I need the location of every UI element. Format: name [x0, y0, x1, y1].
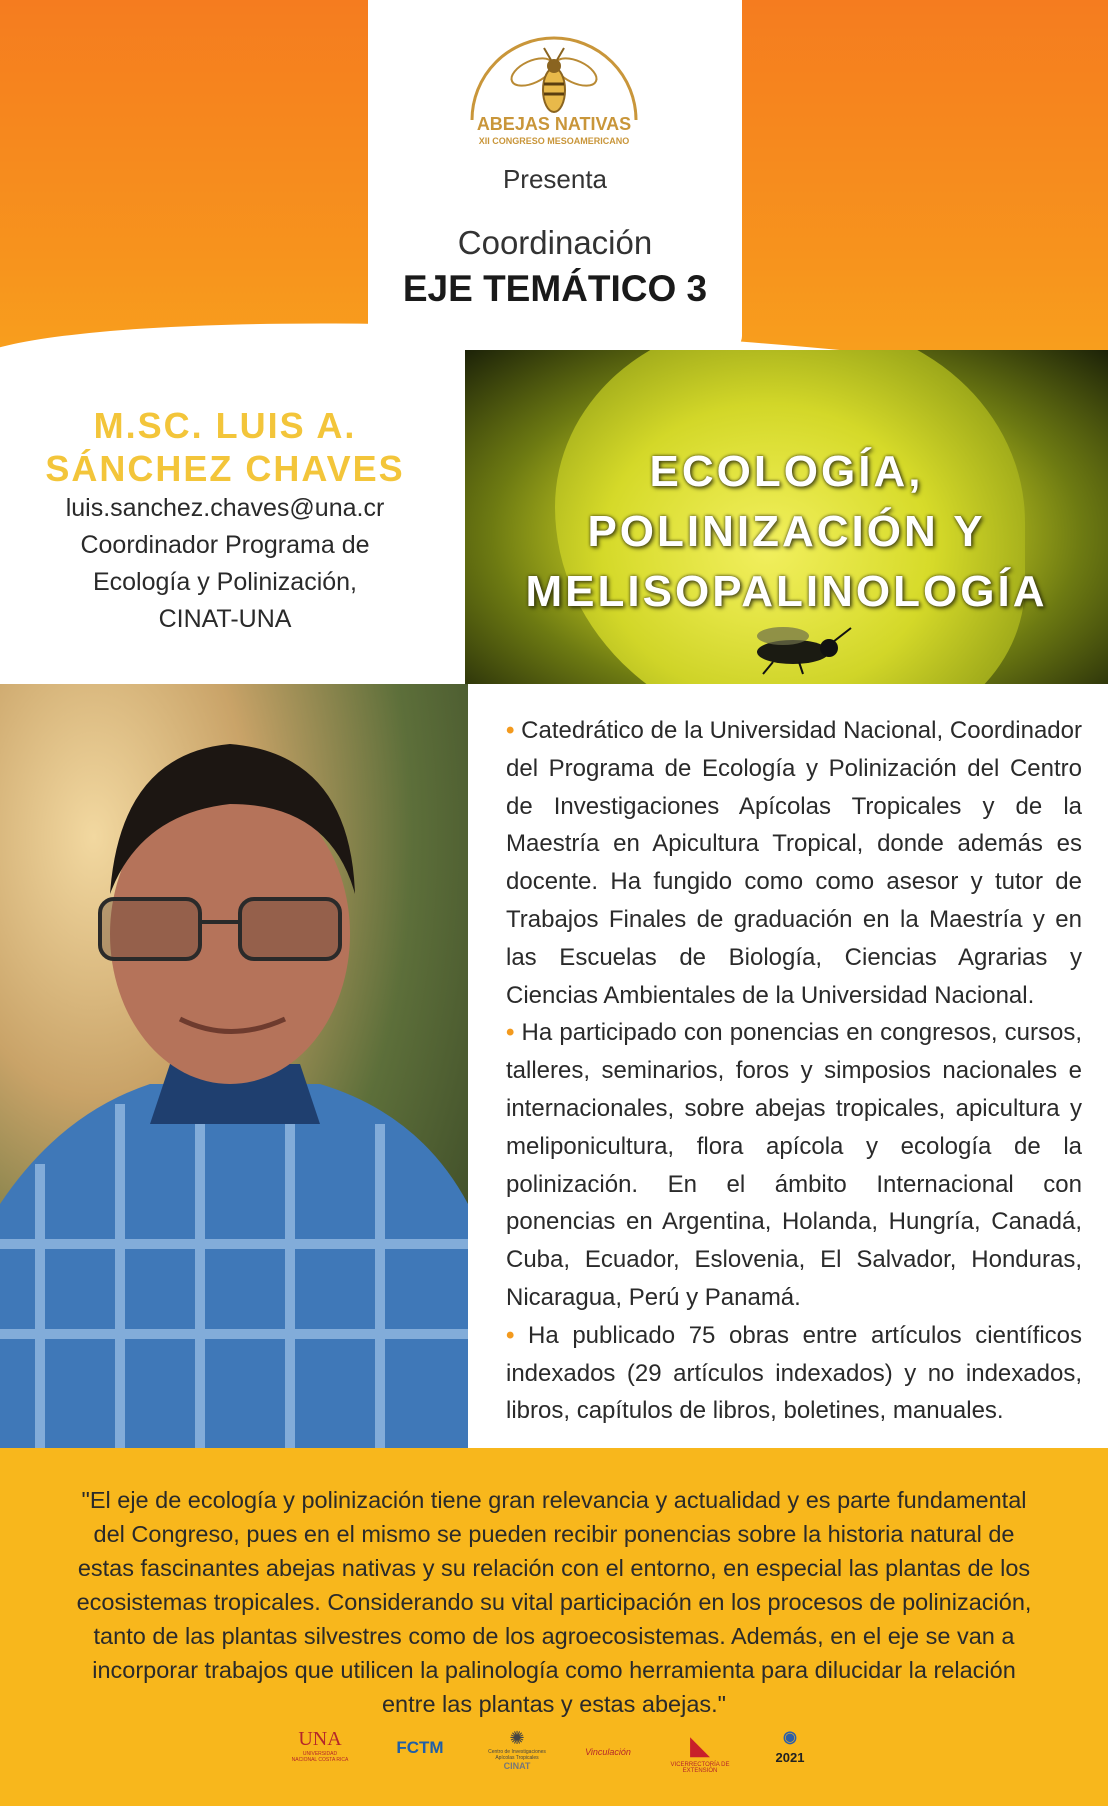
logo-title: ABEJAS NATIVAS	[476, 114, 632, 134]
topic-line2: POLINIZACIÓN Y	[587, 507, 986, 556]
fctm-logo: FCTM	[396, 1738, 444, 1757]
topic-line3: MELISOPALINOLOGÍA	[525, 567, 1048, 616]
extension-logo	[660, 1728, 740, 1788]
bio-item	[506, 1317, 1082, 1430]
bio-item-text: Catedrático de la Universidad Nacional, Coordinador del Programa de Ecología y Polinización del Centro de Investigaciones Apícolas Tropicales y de la Maestría en Apicultura Tropical, donde además es docente. Ha fungido como como asesor y tutor de Trabajos Finales de graduación en la Maestría y en las Escuelas de Biología, Ciencias Agrarias y Ciencias Ambientales de la Universidad Nacional.	[506, 717, 1082, 1009]
extension-mark-icon: ◣	[690, 1730, 710, 1760]
cinat-logo	[482, 1728, 552, 1788]
abejas-nativas-logo	[456, 20, 652, 150]
topic-image	[465, 350, 1108, 684]
globe-icon: ◉	[783, 1729, 797, 1746]
speaker-name-line1: M.SC. LUIS A.	[93, 405, 357, 446]
title-card	[368, 0, 742, 350]
footer-logos	[290, 1728, 830, 1794]
bio-item-text: Ha participado con ponencias en congresos, cursos, talleres, seminarios, foros y simposios nacionales e internacionales, sobre abejas tropicales, apicultura y meliponicultura, flora apícola y ecología de la polinización. En el ámbito Internacional con ponencias en Argentina, Holanda, Hungría, Canadá, Cuba, Ecuador, Eslovenia, El Salvador, Honduras, Nicaragua, Perú y Panamá.	[506, 1019, 1082, 1311]
bullet-icon: •	[506, 1019, 522, 1047]
topic-title	[465, 442, 1108, 622]
speaker-photo	[0, 684, 468, 1448]
quote-text: "El eje de ecología y polinización tiene gran relevancia y actualidad y es parte fundamental del Congreso, pues en el mismo se pueden recibir ponencias sobre la historia natural de estas fascinantes abejas nativas y su relación con el entorno, en especial las plantas de los ecosistemas tropicales. Considerando su vital participación en los procesos de polinización, tanto de las plantas silvestres como de los agroecosistemas. Además, en el eje se van a incorporar trabajos que utilicen la palinología como herramienta para dilucidar la relación entre las plantas y estas abejas."	[76, 1487, 1032, 1717]
speaker-name-line2: SÁNCHEZ CHAVES	[45, 448, 405, 489]
bullet-icon: •	[506, 1321, 529, 1349]
speaker-role-line1: Coordinador Programa de	[80, 531, 370, 559]
una-logo-subtitle: UNIVERSIDAD NACIONAL COSTA RICA	[291, 1751, 349, 1763]
bullet-icon: •	[506, 717, 522, 744]
speaker-role-line2: Ecología y Polinización,	[92, 568, 358, 596]
cinat-bee-icon: ✺	[509, 1728, 525, 1748]
bio-item	[506, 712, 1082, 1014]
topic-line1: ECOLOGÍA,	[649, 447, 924, 496]
bio-item	[506, 1014, 1082, 1316]
year-label: 2021	[775, 1750, 805, 1765]
vinculacion-logo: Vinculación	[585, 1747, 631, 1757]
speaker-info	[20, 404, 430, 638]
portrait-illustration	[0, 684, 468, 1448]
presenta-label: Presenta	[502, 164, 608, 194]
bio-item-text: Ha publicado 75 obras entre artículos científicos indexados (29 artículos indexados) y no indexados, libros, capítulos de libros, boletines, manuales.	[506, 1321, 1082, 1425]
extension-logo-text: VICERRECTORÍA DE EXTENSIÓN	[670, 1762, 730, 1774]
una-logo-text: UNA	[298, 1728, 342, 1750]
una-logo	[290, 1728, 350, 1788]
speaker-bio	[506, 712, 1082, 1430]
eje-tematico-title: EJE TEMÁTICO 3	[402, 268, 708, 309]
cinat-logo-subtitle: Centro de Investigaciones Apícolas Tropicales	[488, 1749, 546, 1761]
logo-subtitle: XII CONGRESO MESOAMERICANO	[478, 136, 630, 146]
bee-icon	[507, 48, 600, 112]
speaker-role-line3: CINAT-UNA	[158, 605, 292, 633]
cinat-logo-text: CINAT	[503, 1761, 531, 1771]
coordinacion-label: Coordinación	[457, 224, 653, 261]
bee-icon	[733, 616, 853, 676]
speaker-email[interactable]: luis.sanchez.chaves@una.cr	[65, 494, 385, 522]
year-2021-logo	[760, 1728, 820, 1788]
